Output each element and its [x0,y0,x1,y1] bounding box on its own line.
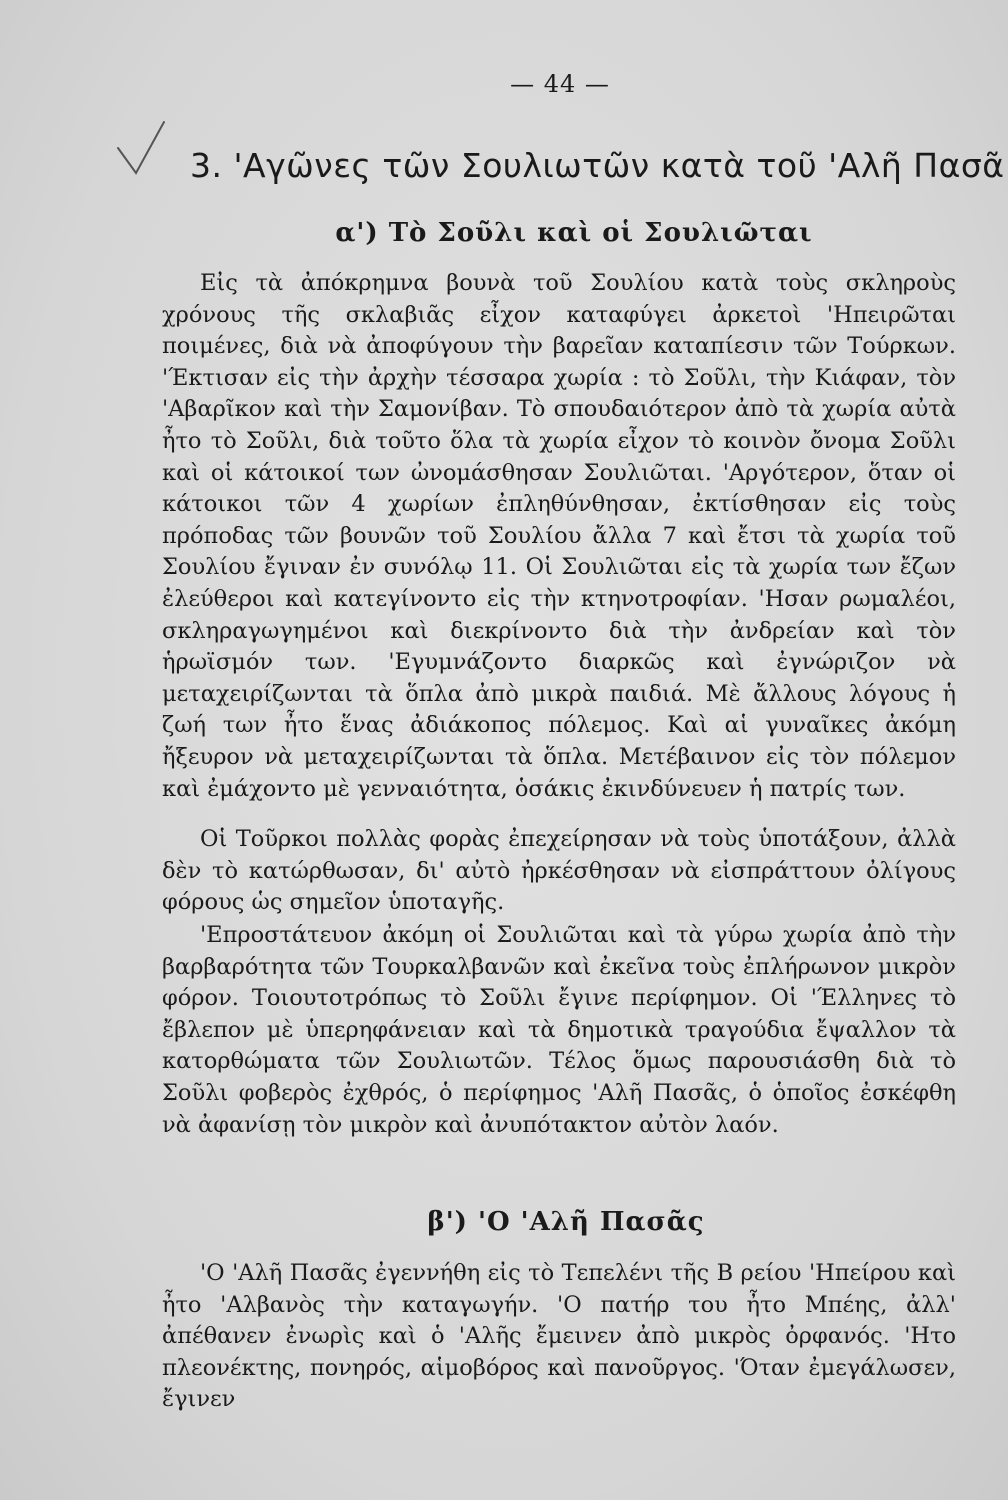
paragraph-text: 'Επροστάτευον ἀκόμη οἱ Σουλιῶται καὶ τὰ γύρω χωρία ἀπὸ τὴν βαρβαρότητα τῶν Τουρκαλβανῶν καὶ ἐκεῖνα τοὺς ἐπλήρωνον μικρὸν φόρον. Τοιουτοτρόπως τὸ Σοῦλι ἔγινε περίφημον. Οἱ 'Έλληνες τὸ ἔβλεπον μὲ ὑπερηφάνειαν καὶ τὰ δημοτικὰ τραγούδια ἔψαλλον τὰ κατορθώματα τῶν Σουλιωτῶν. Τέλος ὅμως παρουσιάσθη διὰ τὸ Σοῦλι φοβερὸς ἐχθρός, ὁ περίφημος 'Αλῆ Πασᾶς, ὁ ὁποῖος ἐσκέφθη νὰ ἀφανίσῃ τὸν μικρὸν καὶ ἀνυπότακτον αὐτὸν λαόν. [162,922,956,1138]
section-a-paragraph-3 [162,920,956,1141]
paragraph-text: Οἱ Τοῦρκοι πολλὰς φορὰς ἐπεχείρησαν νὰ τοὺς ὑποτάξουν, ἀλλὰ δὲν τὸ κατώρθωσαν, δι' αὐτὸ ἠρκέσθησαν νὰ εἰσπράττουν ὀλίγους φόρους ὡς σημεῖον ὑποταγῆς. [162,826,956,916]
section-a-paragraph-2 [162,824,956,919]
paragraph-text: Εἰς τὰ ἀπόκρημνα βουνὰ τοῦ Σουλίου κατὰ τοὺς σκληροὺς χρόνους τῆς σκλαβιᾶς εἶχον καταφύγει ἀρκετοὶ 'Ηπειρῶται ποιμένες, διὰ νὰ ἀποφύγουν τὴν βαρεῖαν καταπίεσιν τῶν Τούρκων. 'Έκτισαν εἰς τὴν ἀρχὴν τέσσαρα χωρία : τὸ Σοῦλι, τὴν Κιάφαν, τὸν 'Αβαρῖκον καὶ τὴν Σαμονίβαν. Τὸ σπουδαιότερον ἀπὸ τὰ χωρία αὐτὰ ἦτο τὸ Σοῦλι, διὰ τοῦτο ὅλα τὰ χωρία εἶχον τὸ κοινὸν ὄνομα Σοῦλι καὶ οἱ κάτοικοί των ὠνομάσθησαν Σουλιῶται. 'Αργότερον, ὅταν οἱ κάτοικοι τῶν 4 χωρίων ἐπληθύνθησαν, ἐκτίσθησαν εἰς τοὺς πρόποδας τῶν βουνῶν τοῦ Σουλίου ἄλλα 7 καὶ ἔτσι τὰ χωρία τοῦ Σουλίου ἔγιναν ἐν συνόλῳ 11. Οἱ Σουλιῶται εἰς τὰ χωρία των ἔζων ἐλεύθεροι καὶ κατεγίνοντο εἰς τὴν κτηνοτροφίαν. 'Ησαν ρωμαλέοι, σκληραγωγημένοι καὶ διεκρίνοντο διὰ τὴν ἀνδρείαν καὶ τὸν ἡρωϊσμόν των. 'Εγυμνάζοντο διαρκῶς καὶ ἐγνώριζον νὰ μεταχειρίζωνται τὰ ὅπλα ἀπὸ μικρὰ παιδιά. Μὲ ἄλλους λόγους ἡ ζωή των ἦτο ἕνας ἀδιάκοπος πόλεμος. Καὶ αἱ γυναῖκες ἀκόμη ἤξευρον νὰ μεταχειρίζωνται τὰ ὅπλα. Μετέβαινον εἰς τὸν πόλεμον καὶ ἐμάχοντο μὲ γενναιότητα, ὁσάκις ἐκινδύνευεν ἡ πατρίς των. [162,270,956,802]
paragraph-text: 'Ο 'Αλῆ Πασᾶς ἐγεννήθη εἰς τὸ Τεπελένι τῆς Β ρείου 'Ηπείρου καὶ ἦτο 'Αλβανὸς τὴν καταγωγήν. 'Ο πατήρ του ἦτο Μπέης, ἀλλ' ἀπέθανεν ἐνωρὶς καὶ ὁ 'Αλῆς ἔμεινεν ἀπὸ μικρὸς ὀρφανός. 'Ητο πλεονέκτης, πονηρός, αἱμοβόρος καὶ πανοῦργος. 'Όταν ἐμεγάλωσεν, ἔγινεν [162,1260,956,1413]
handwritten-checkmark-icon [112,118,202,178]
section-a-title: α') Τὸ Σοῦλι καὶ οἱ Σουλιῶται [335,218,813,248]
section-b-paragraph-1 [162,1258,956,1416]
page-number: — 44 — [510,70,610,98]
chapter-title: 3. 'Αγῶνες τῶν Σουλιωτῶν κατὰ τοῦ 'Αλῆ Πασᾶ [190,146,1005,185]
section-b-title: β') 'Ο 'Αλῆ Πασᾶς [427,1207,705,1237]
section-a-paragraph-1 [162,268,956,805]
